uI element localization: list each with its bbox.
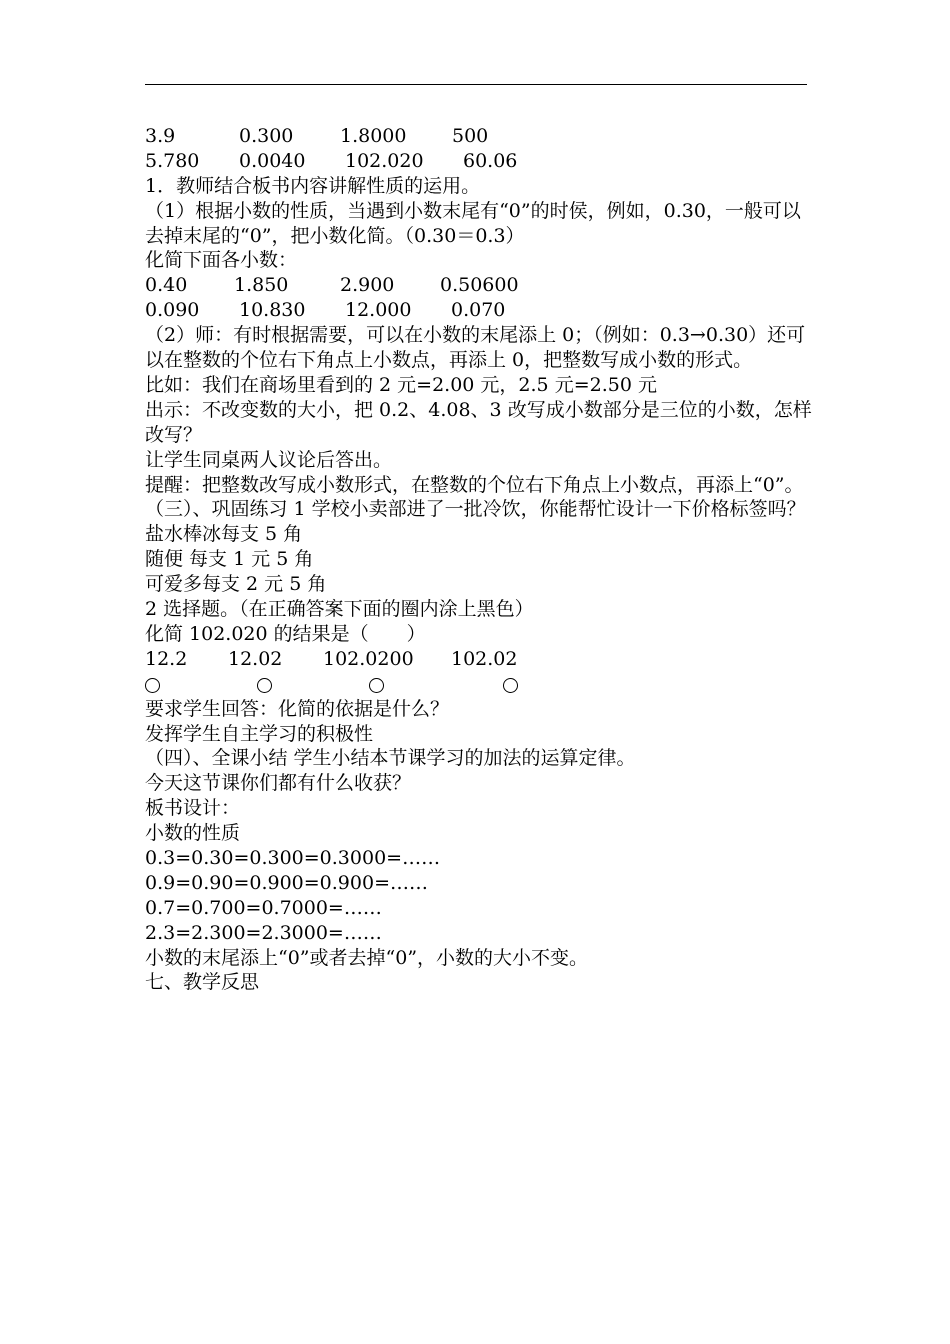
number-cell: 1.850	[234, 274, 289, 297]
paragraph: 今天这节课你们都有什么收获？	[145, 772, 412, 795]
number-cell: 500	[452, 125, 489, 147]
paragraph: （三）、巩固练习 1 学校小卖部进了一批冷饮，你能帮忙设计一下价格标签吗？	[145, 498, 806, 521]
paragraph: 要求学生回答：化简的依据是什么？	[145, 697, 450, 720]
number-cell: 10.830	[239, 299, 306, 322]
paragraph: 化简 102.020 的结果是（ ）	[145, 622, 426, 645]
paragraph: 2 选择题。（在正确答案下面的圈内涂上黑色）	[145, 598, 534, 621]
paragraph: 让学生同桌两人议论后答出。	[145, 448, 393, 471]
number-row-1	[145, 124, 813, 149]
paragraph: 0.7=0.700=0.7000=……	[145, 896, 382, 919]
paragraph: 1．教师结合板书内容讲解性质的运用。	[145, 174, 481, 197]
paragraph: （1）根据小数的性质，当遇到小数末尾有“0”的时侯，例如，0.30，一般可以去掉末尾的“0”，把小数化简。（0.30＝0.3）	[145, 199, 801, 247]
header-rule	[145, 84, 807, 85]
number-cell: 60.06	[463, 149, 518, 172]
number-row-4	[145, 298, 813, 323]
paragraph: 小数的性质	[145, 822, 241, 845]
choice-label: 12.2	[145, 647, 188, 670]
paragraph: 0.9=0.90=0.900=0.900=……	[145, 871, 428, 894]
section-heading: 七、教学反思	[145, 971, 260, 994]
paragraph: 化简下面各小数：	[145, 249, 298, 272]
number-cell: 2.900	[340, 274, 395, 297]
choice-label: 12.02	[228, 647, 283, 670]
number-cell: 5.780	[145, 149, 200, 172]
choice-row	[145, 647, 813, 672]
choice-label: 102.02	[451, 647, 518, 670]
number-cell: 3.9	[145, 125, 176, 147]
number-cell: 1.8000	[340, 125, 407, 147]
choice-circle-row	[145, 672, 813, 697]
number-cell: 0.50600	[440, 274, 519, 297]
paragraph: 盐水棒冰每支 5 角	[145, 523, 303, 546]
number-cell: 0.300	[239, 125, 294, 147]
number-cell: 0.0040	[239, 149, 306, 172]
paragraph: 比如：我们在商场里看到的 2 元=2.00 元，2.5 元=2.50 元	[145, 373, 657, 396]
number-row-3	[145, 273, 813, 298]
number-cell: 0.40	[145, 274, 188, 297]
answer-circle[interactable]	[145, 678, 160, 693]
number-cell: 0.070	[451, 299, 506, 322]
paragraph: 可爱多每支 2 元 5 角	[145, 573, 327, 596]
choice-label: 102.0200	[323, 647, 414, 670]
paragraph: 提醒：把整数改写成小数形式，在整数的个位右下角点上小数点，再添上“0”。	[145, 473, 804, 496]
paragraph: 板书设计：	[145, 797, 241, 820]
answer-circle[interactable]	[257, 678, 272, 693]
number-row-2	[145, 149, 813, 174]
paragraph: 发挥学生自主学习的积极性	[145, 722, 374, 745]
answer-circle[interactable]	[369, 678, 384, 693]
paragraph: 随便 每支 1 元 5 角	[145, 548, 314, 571]
answer-circle[interactable]	[503, 678, 518, 693]
paragraph: （四）、全课小结 学生小结本节课学习的加法的运算定律。	[145, 747, 636, 770]
paragraph: 小数的末尾添上“0”或者去掉“0”，小数的大小不变。	[145, 946, 589, 969]
number-cell: 0.090	[145, 299, 200, 322]
paragraph: （2）师：有时根据需要，可以在小数的末尾添上 0；（例如：0.3→0.30）还可以在整数的个位右下角点上小数点，再添上 0，把整数写成小数的形式。	[145, 324, 806, 372]
number-cell: 102.020	[345, 149, 424, 172]
paragraph: 2.3=2.300=2.3000=……	[145, 921, 382, 944]
paragraph: 0.3=0.30=0.300=0.3000=……	[145, 846, 441, 869]
number-cell: 12.000	[345, 299, 412, 322]
paragraph: 出示：不改变数的大小，把 0.2、4.08、3 改写成小数部分是三位的小数，怎样改写？	[145, 398, 812, 446]
document-body	[145, 124, 813, 995]
